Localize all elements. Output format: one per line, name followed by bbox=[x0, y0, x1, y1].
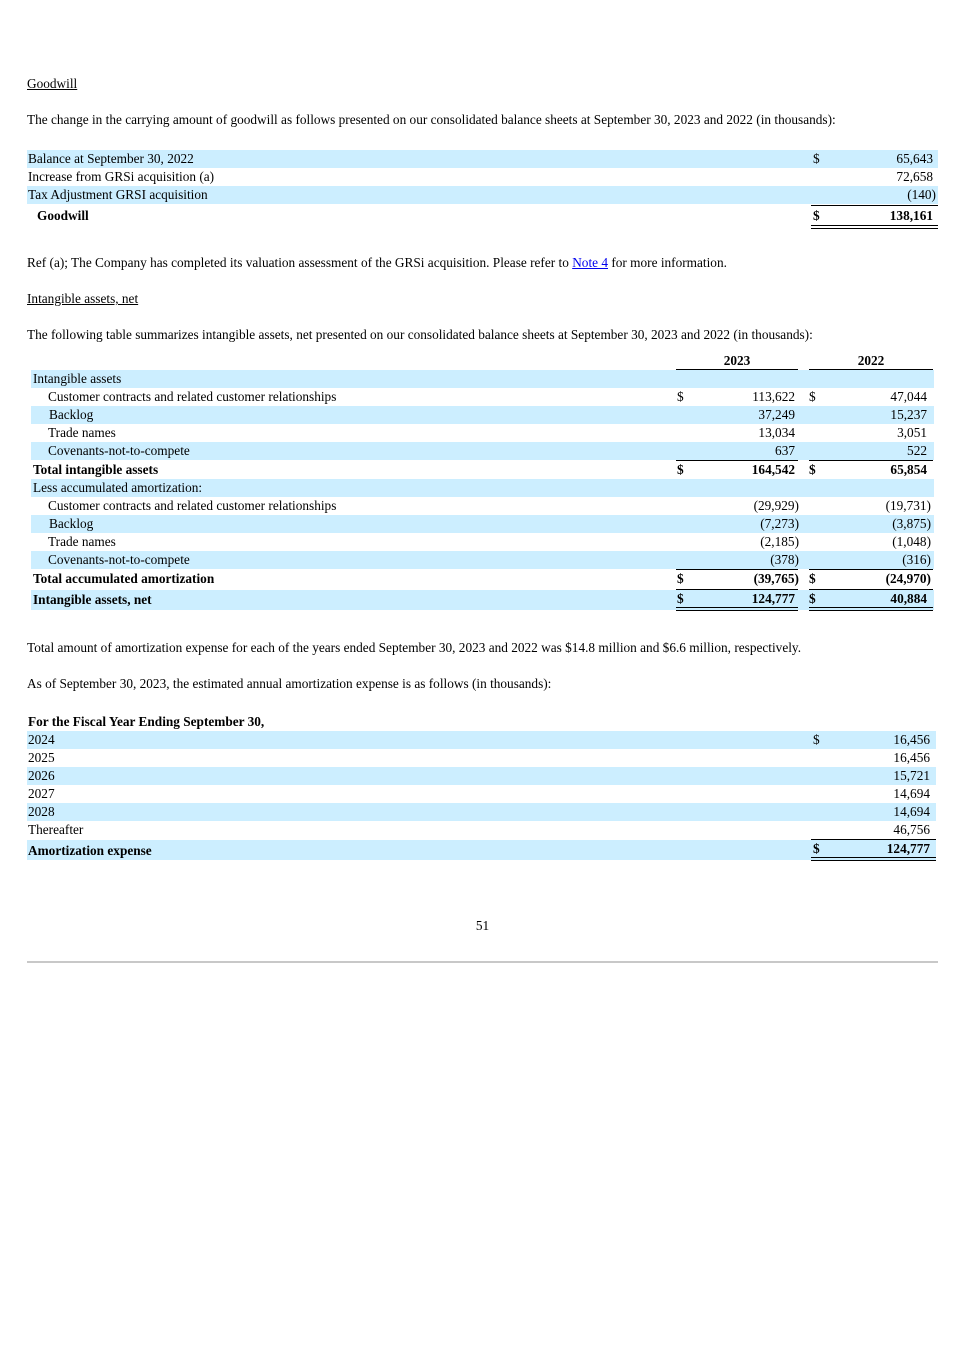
table-row bbox=[31, 551, 934, 569]
double-rule-top bbox=[809, 607, 933, 608]
row-label: Amortization expense bbox=[28, 843, 152, 858]
table-row bbox=[31, 442, 934, 460]
intangibles-heading: Intangible assets, net bbox=[27, 291, 139, 306]
row-label: Tax Adjustment GRSI acquisition bbox=[28, 187, 208, 202]
value-2022: (19,731) bbox=[885, 498, 931, 513]
group-label: Intangible assets bbox=[33, 371, 122, 386]
row-label: Intangible assets, net bbox=[33, 592, 152, 607]
schedule-total-row bbox=[27, 840, 936, 860]
schedule-header: For the Fiscal Year Ending September 30, bbox=[28, 714, 265, 729]
value-2022: 65,854 bbox=[890, 462, 927, 477]
dollar-sign: $ bbox=[677, 462, 684, 477]
dollar-sign: $ bbox=[677, 591, 684, 606]
year-label: 2028 bbox=[28, 804, 55, 819]
row-label: Backlog bbox=[49, 407, 94, 422]
row-value: 138,161 bbox=[889, 208, 933, 223]
row-value: 72,658 bbox=[896, 169, 933, 184]
dollar-sign: $ bbox=[677, 571, 684, 586]
table-row bbox=[31, 424, 934, 442]
double-rule-bottom bbox=[811, 228, 938, 229]
row-value: 65,643 bbox=[896, 151, 933, 166]
dollar-sign: $ bbox=[809, 462, 816, 477]
value-2023: 37,249 bbox=[758, 407, 795, 422]
goodwill-intro: The change in the carrying amount of goodwill as follows presented on our consolidated balance sheets at September 30, 2023 and 2022 (in thousands): bbox=[27, 112, 836, 127]
dollar-sign: $ bbox=[809, 571, 816, 586]
row-label: Trade names bbox=[48, 534, 116, 549]
value-2023: 13,034 bbox=[758, 425, 795, 440]
value-2022: 522 bbox=[907, 443, 927, 458]
year-label: 2026 bbox=[28, 768, 55, 783]
total-intangible-row bbox=[31, 461, 934, 479]
value-2022: 47,044 bbox=[890, 389, 927, 404]
value-2023: 637 bbox=[775, 443, 795, 458]
goodwill-total-row bbox=[27, 207, 938, 227]
table-row bbox=[27, 186, 938, 204]
row-label: Total intangible assets bbox=[33, 462, 159, 477]
value-2022: 3,051 bbox=[897, 425, 927, 440]
table-row bbox=[27, 749, 936, 767]
value-2022: 40,884 bbox=[890, 591, 927, 606]
table-row bbox=[27, 731, 936, 749]
row-value: 46,756 bbox=[893, 822, 930, 837]
value-2023: (378) bbox=[770, 552, 799, 567]
table-row bbox=[27, 785, 936, 803]
year-label: 2024 bbox=[28, 732, 55, 747]
year-label: 2027 bbox=[28, 786, 55, 801]
row-label: Increase from GRSi acquisition (a) bbox=[28, 169, 215, 184]
dollar-sign: $ bbox=[809, 389, 816, 404]
double-rule-top bbox=[676, 607, 798, 608]
goodwill-heading: Goodwill bbox=[27, 76, 78, 91]
row-label: Covenants-not-to-compete bbox=[48, 443, 190, 458]
value-2023: (2,185) bbox=[760, 534, 799, 549]
note-4-link[interactable]: Note 4 bbox=[572, 255, 609, 270]
row-label: Total accumulated amortization bbox=[33, 571, 215, 586]
column-header-2022: 2022 bbox=[857, 353, 885, 368]
ref-text-tail: for more information. bbox=[608, 255, 727, 270]
dollar-sign: $ bbox=[813, 151, 820, 166]
table-row bbox=[27, 150, 938, 168]
column-header-2023: 2023 bbox=[723, 353, 751, 368]
value-2023: 113,622 bbox=[752, 389, 795, 404]
ref-text: Ref (a); The Company has completed its valuation assessment of the GRSi acquisition. Please refer to bbox=[27, 255, 573, 270]
value-2023: (7,273) bbox=[760, 516, 799, 531]
row-label: Customer contracts and related customer relationships bbox=[48, 389, 337, 404]
dollar-sign: $ bbox=[813, 732, 820, 747]
double-rule-top bbox=[811, 225, 938, 226]
group-label-row bbox=[31, 479, 934, 497]
table-row bbox=[31, 515, 934, 533]
row-label: Customer contracts and related customer relationships bbox=[48, 498, 337, 513]
table-row bbox=[31, 497, 934, 515]
row-value: 124,777 bbox=[886, 841, 930, 856]
value-2022: (316) bbox=[902, 552, 931, 567]
double-rule-bottom bbox=[809, 610, 933, 611]
subtotal-rule bbox=[811, 205, 938, 206]
value-2022: (3,875) bbox=[892, 516, 931, 531]
estimate-intro: As of September 30, 2023, the estimated annual amortization expense is as follows (in thousands): bbox=[27, 676, 552, 691]
value-2023: 124,777 bbox=[751, 591, 795, 606]
group-label-row bbox=[31, 370, 934, 388]
row-value: 16,456 bbox=[893, 732, 930, 747]
table-row bbox=[27, 168, 938, 186]
row-value: 14,694 bbox=[893, 804, 930, 819]
row-value: 15,721 bbox=[893, 768, 930, 783]
total-amortization-row bbox=[31, 570, 934, 588]
value-2022: (1,048) bbox=[892, 534, 931, 549]
double-rule-bottom bbox=[676, 610, 798, 611]
group-label: Less accumulated amortization: bbox=[33, 480, 203, 495]
row-label: Covenants-not-to-compete bbox=[48, 552, 190, 567]
dollar-sign: $ bbox=[677, 389, 684, 404]
year-label: Thereafter bbox=[28, 822, 84, 837]
value-2022: 15,237 bbox=[890, 407, 927, 422]
page-number: 51 bbox=[475, 918, 490, 933]
table-row bbox=[27, 803, 936, 821]
year-label: 2025 bbox=[28, 750, 55, 765]
table-row bbox=[31, 533, 934, 551]
amortization-note: Total amount of amortization expense for each of the years ended September 30, 2023 and 2022 was $14.8 million and $6.6 million, respectively. bbox=[27, 640, 802, 655]
row-label: Backlog bbox=[49, 516, 94, 531]
row-label: Balance at September 30, 2022 bbox=[28, 151, 194, 166]
value-2022: (24,970) bbox=[885, 571, 931, 586]
dollar-sign: $ bbox=[809, 591, 816, 606]
value-2023: (39,765) bbox=[753, 571, 799, 586]
value-2023: 164,542 bbox=[751, 462, 795, 477]
goodwill-ref-note bbox=[27, 255, 727, 271]
row-label: Goodwill bbox=[37, 208, 89, 223]
row-value: 14,694 bbox=[893, 786, 930, 801]
row-value: (140) bbox=[907, 187, 936, 202]
table-row bbox=[31, 406, 934, 424]
dollar-sign: $ bbox=[813, 208, 820, 223]
value-2023: (29,929) bbox=[753, 498, 799, 513]
table-row bbox=[31, 388, 934, 406]
dollar-sign: $ bbox=[813, 841, 820, 856]
intangibles-intro: The following table summarizes intangible assets, net presented on our consolidated balance sheets at September 30, 2023 and 2022 (in thousands): bbox=[27, 327, 813, 342]
row-label: Trade names bbox=[48, 425, 116, 440]
intangible-net-row bbox=[31, 590, 934, 610]
row-value: 16,456 bbox=[893, 750, 930, 765]
double-rule-top bbox=[811, 857, 936, 858]
page-divider bbox=[27, 961, 938, 963]
table-row bbox=[27, 767, 936, 785]
table-row bbox=[27, 821, 936, 839]
double-rule-bottom bbox=[811, 860, 936, 861]
